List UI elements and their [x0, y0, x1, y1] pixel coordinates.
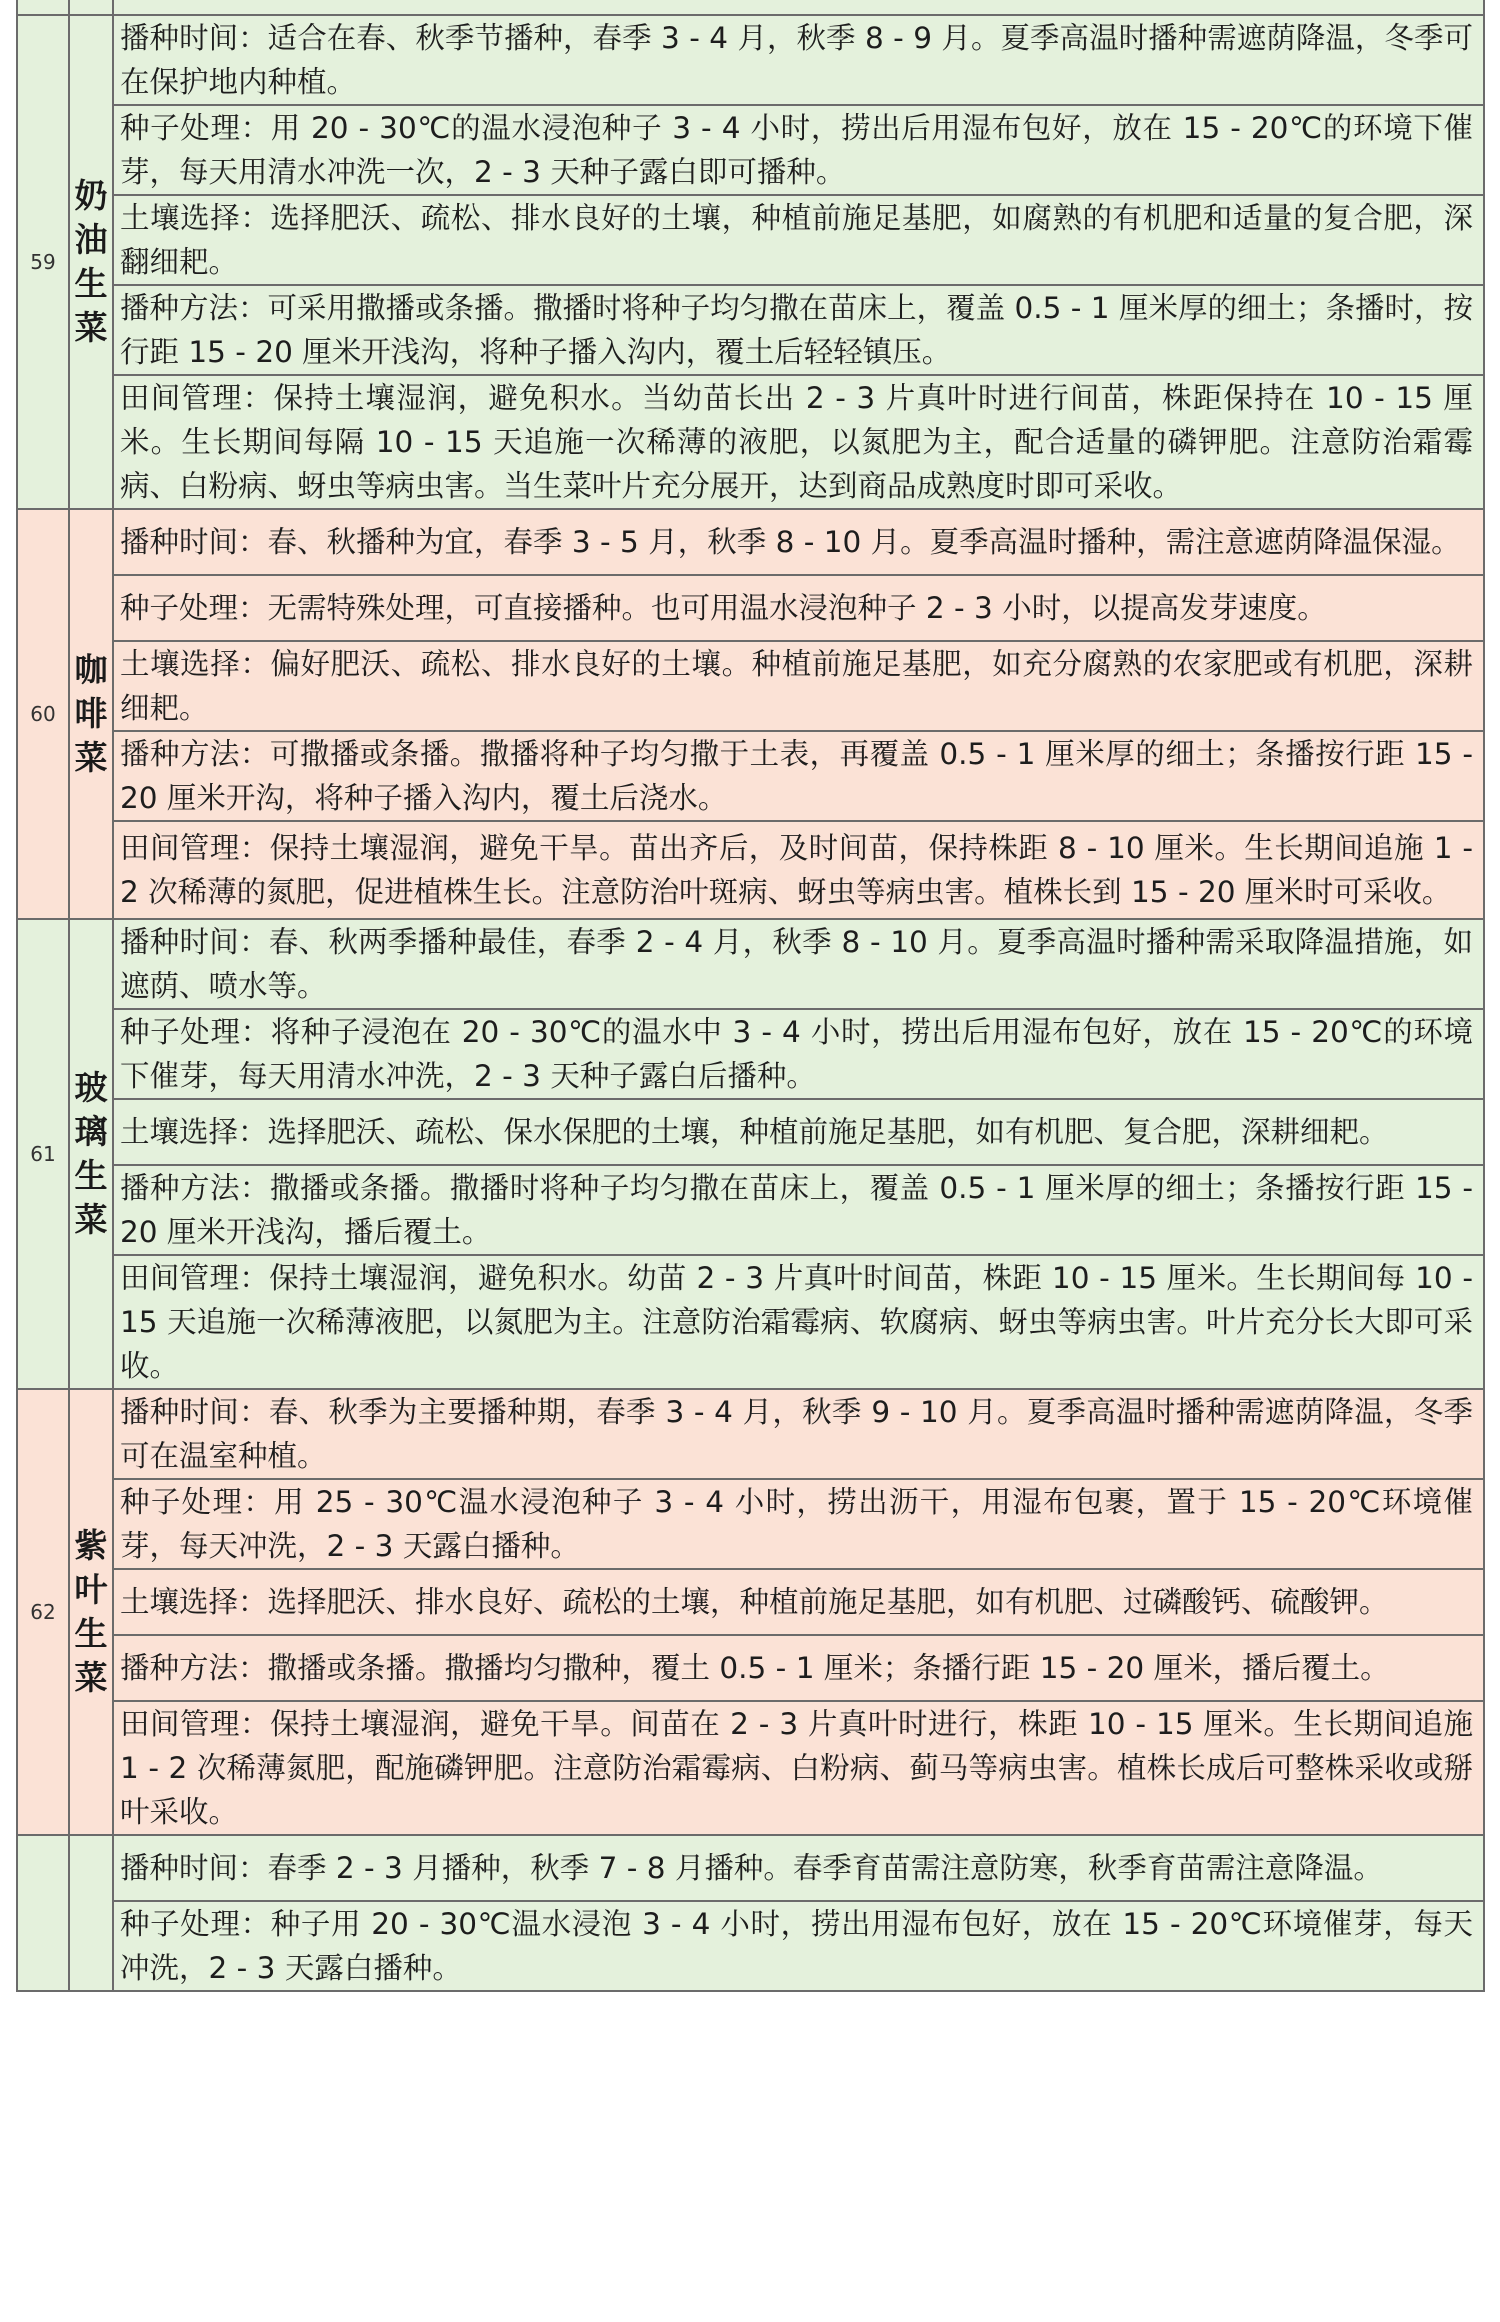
table-row: [17, 641, 1484, 731]
entry-name-cell: [69, 509, 113, 919]
info-cell: 种子处理：无需特殊处理，可直接播种。也可用温水浸泡种子 2 - 3 小时，以提高发芽速度。: [113, 575, 1484, 641]
info-cell: 土壤选择：选择肥沃、排水良好、疏松的土壤，种植前施足基肥，如有机肥、过磷酸钙、硫酸钾。: [113, 1569, 1484, 1635]
entry-number-cell: 59: [17, 15, 69, 509]
table-row: [17, 1099, 1484, 1165]
table-row: [17, 1835, 1484, 1901]
entry-name: 咖啡菜: [74, 650, 108, 777]
entry-name: 紫叶生菜: [74, 1526, 108, 1697]
table-row: [17, 1165, 1484, 1255]
table-row: [17, 1255, 1484, 1389]
entry-name-cell: [69, 1835, 113, 1991]
entry-name-cell: [69, 919, 113, 1389]
info-cell: 播种时间：春、秋季为主要播种期，春季 3 - 4 月，秋季 9 - 10 月。夏季高温时播种需遮荫降温，冬季可在温室种植。: [113, 1389, 1484, 1479]
info-cell: 田间管理：保持土壤湿润，避免干旱。苗出齐后，及时间苗，保持株距 8 - 10 厘米。生长期间追施 1 - 2 次稀薄的氮肥，促进植株生长。注意防治叶斑病、蚜虫等病虫害。植株长到 15 - 20 厘米时可采收。: [113, 821, 1484, 919]
entry-number-cell: 61: [17, 919, 69, 1389]
table-row: [17, 1635, 1484, 1701]
table-row: [17, 1479, 1484, 1569]
table-row: [17, 509, 1484, 575]
entry-name-cell: [69, 15, 113, 509]
info-cell: 土壤选择：选择肥沃、疏松、保水保肥的土壤，种植前施足基肥，如有机肥、复合肥，深耕细耙。: [113, 1099, 1484, 1165]
table-row: [17, 919, 1484, 1009]
info-cell: 田间管理：保持土壤湿润，避免积水。幼苗 2 - 3 片真叶时间苗，株距 10 - 15 厘米。生长期间每 10 - 15 天追施一次稀薄液肥，以氮肥为主。注意防治霜霉病、软腐病、蚜虫等病虫害。叶片充分长大即可采收。: [113, 1255, 1484, 1389]
entry-name-cell: [69, 1389, 113, 1835]
entry-number-cell: [17, 1835, 69, 1991]
table-row: [17, 375, 1484, 509]
info-cell: 播种时间：春、秋两季播种最佳，春季 2 - 4 月，秋季 8 - 10 月。夏季高温时播种需采取降温措施，如遮荫、喷水等。: [113, 919, 1484, 1009]
info-cell: 种子处理：用 20 - 30℃的温水浸泡种子 3 - 4 小时，捞出后用湿布包好，放在 15 - 20℃的环境下催芽，每天用清水冲洗一次，2 - 3 天种子露白即可播种。: [113, 105, 1484, 195]
variety-table: [16, 0, 1485, 1992]
table-row: [17, 1009, 1484, 1099]
table-row: [17, 1389, 1484, 1479]
info-cell: 播种方法：撒播或条播。撒播时将种子均匀撒在苗床上，覆盖 0.5 - 1 厘米厚的细土；条播按行距 15 - 20 厘米开浅沟，播后覆土。: [113, 1165, 1484, 1255]
table-row: [17, 1701, 1484, 1835]
info-cell: 播种时间：春季 2 - 3 月播种，秋季 7 - 8 月播种。春季育苗需注意防寒，秋季育苗需注意降温。: [113, 1835, 1484, 1901]
entry-number-cell: 60: [17, 509, 69, 919]
info-cell: 田间管理：保持土壤湿润，避免积水。当幼苗长出 2 - 3 片真叶时进行间苗，株距保持在 10 - 15 厘米。生长期间每隔 10 - 15 天追施一次稀薄的液肥，以氮肥为主，配合适量的磷钾肥。注意防治霜霉病、白粉病、蚜虫等病虫害。当生菜叶片充分展开，达到商品成熟度时即可采收。: [113, 375, 1484, 509]
info-cell: 田间管理：保持土壤湿润，避免干旱。间苗在 2 - 3 片真叶时进行，株距 10 - 15 厘米。生长期间追施 1 - 2 次稀薄氮肥，配施磷钾肥。注意防治霜霉病、白粉病、蓟马等病虫害。植株长成后可整株采收或掰叶采收。: [113, 1701, 1484, 1835]
table-row: [17, 575, 1484, 641]
info-cell: 土壤选择：选择肥沃、疏松、排水良好的土壤，种植前施足基肥，如腐熟的有机肥和适量的复合肥，深翻细耙。: [113, 195, 1484, 285]
table-row: [17, 15, 1484, 105]
info-cell: 种子处理：将种子浸泡在 20 - 30℃的温水中 3 - 4 小时，捞出后用湿布包好，放在 15 - 20℃的环境下催芽，每天用清水冲洗，2 - 3 天种子露白后播种。: [113, 1009, 1484, 1099]
entry-name: 玻璃生菜: [74, 1068, 108, 1239]
table-row: [17, 285, 1484, 375]
info-cell: 播种时间：春、秋播种为宜，春季 3 - 5 月，秋季 8 - 10 月。夏季高温时播种，需注意遮荫降温保湿。: [113, 509, 1484, 575]
info-cell: [113, 0, 1484, 15]
info-cell: 土壤选择：偏好肥沃、疏松、排水良好的土壤。种植前施足基肥，如充分腐熟的农家肥或有机肥，深耕细耙。: [113, 641, 1484, 731]
info-cell: 播种方法：撒播或条播。撒播均匀撒种，覆土 0.5 - 1 厘米；条播行距 15 - 20 厘米，播后覆土。: [113, 1635, 1484, 1701]
table-row: [17, 1901, 1484, 1991]
info-cell: 种子处理：用 25 - 30℃温水浸泡种子 3 - 4 小时，捞出沥干，用湿布包裹，置于 15 - 20℃环境催芽，每天冲洗，2 - 3 天露白播种。: [113, 1479, 1484, 1569]
info-cell: 播种方法：可撒播或条播。撒播将种子均匀撒于土表，再覆盖 0.5 - 1 厘米厚的细土；条播按行距 15 - 20 厘米开沟，将种子播入沟内，覆土后浇水。: [113, 731, 1484, 821]
table-row: [17, 1569, 1484, 1635]
entry-name-cell: [69, 0, 113, 15]
info-cell: 播种时间：适合在春、秋季节播种，春季 3 - 4 月，秋季 8 - 9 月。夏季高温时播种需遮荫降温，冬季可在保护地内种植。: [113, 15, 1484, 105]
info-cell: 播种方法：可采用撒播或条播。撒播时将种子均匀撒在苗床上，覆盖 0.5 - 1 厘米厚的细土；条播时，按行距 15 - 20 厘米开浅沟，将种子播入沟内，覆土后轻轻镇压。: [113, 285, 1484, 375]
table-row-previous-entry: [17, 0, 1484, 15]
table-row: [17, 195, 1484, 285]
entry-number-cell: 62: [17, 1389, 69, 1835]
table-row: [17, 731, 1484, 821]
entry-number-cell: [17, 0, 69, 15]
table-row: [17, 105, 1484, 195]
info-cell: 种子处理：种子用 20 - 30℃温水浸泡 3 - 4 小时，捞出用湿布包好，放在 15 - 20℃环境催芽，每天冲洗，2 - 3 天露白播种。: [113, 1901, 1484, 1991]
table-row: [17, 821, 1484, 919]
variety-table-body: [17, 0, 1484, 1991]
entry-name: 奶油生菜: [74, 176, 108, 347]
